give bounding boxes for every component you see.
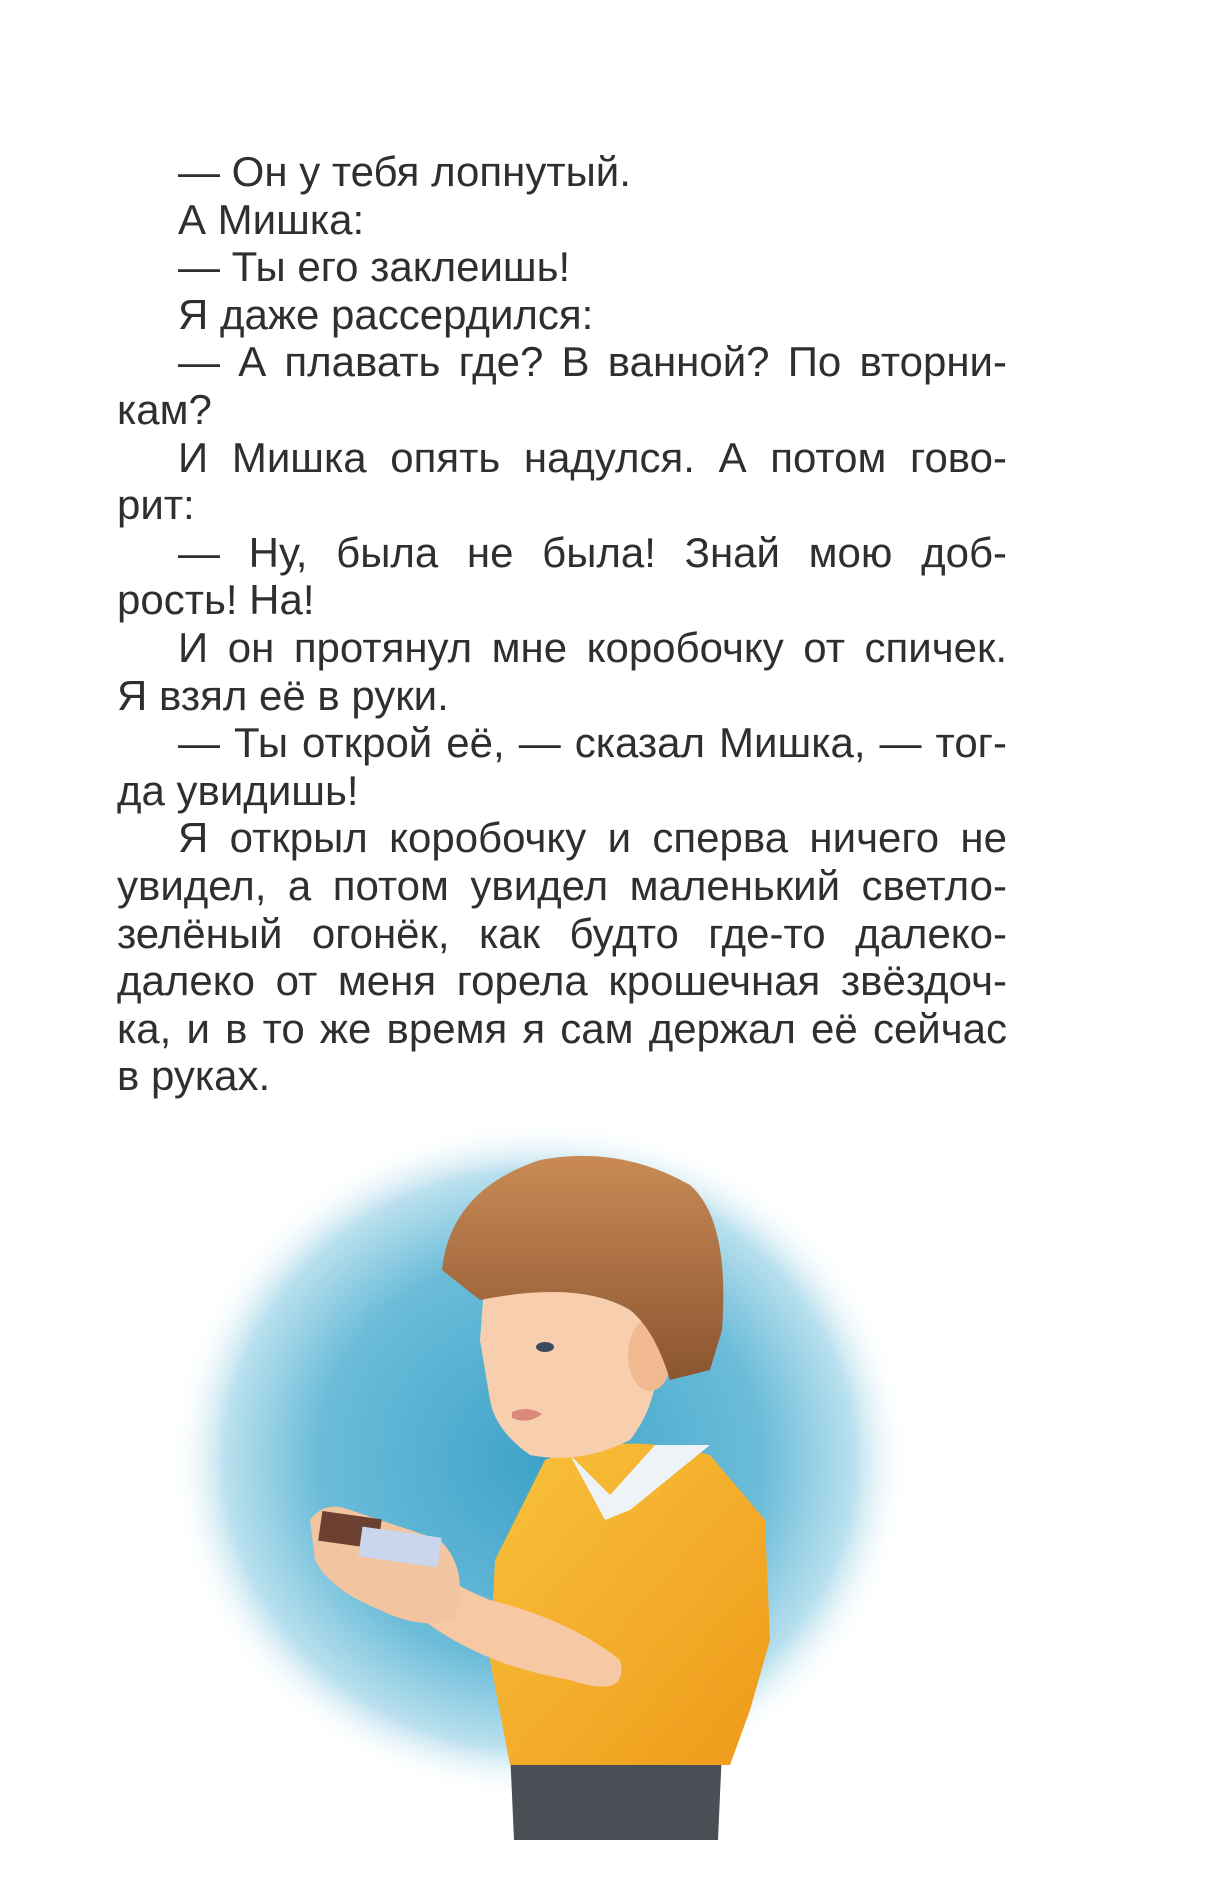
text-line: — Ну, была не была! Знай мою доб-	[178, 528, 1007, 576]
text-line: — Он у тебя лопнутый.	[178, 148, 631, 195]
text-line: в руках.	[117, 1052, 271, 1100]
boy-with-matchbox-illustration	[150, 1100, 950, 1887]
text-line: Я открыл коробочку и сперва ничего не	[178, 814, 1007, 862]
text-line: кам?	[117, 385, 212, 433]
text-line: зелёный огонёк, как будто где-то далеко-	[117, 909, 1007, 957]
text-line: Я даже рассердился:	[178, 290, 594, 338]
text-line: И Мишка опять надулся. А потом гово-	[178, 433, 1007, 481]
story-text	[117, 148, 1007, 1100]
text-line: И он протянул мне коробочку от спичек.	[178, 623, 1007, 671]
text-line: А Мишка:	[178, 195, 365, 243]
text-line: увидел, а потом увидел маленький светло-	[117, 861, 1007, 909]
text-line: — Ты его заклеишь!	[178, 243, 571, 291]
text-line: да увидишь!	[117, 766, 359, 814]
text-line: ка, и в то же время я сам держал её сейчас	[117, 1004, 1007, 1052]
text-line: рит:	[117, 481, 195, 529]
text-line: рость! На!	[117, 576, 315, 624]
eye	[536, 1342, 554, 1352]
text-line: — А плавать где? В ванной? По вторни-	[178, 338, 1007, 386]
text-line: далеко от меня горела крошечная звёздоч-	[117, 957, 1007, 1005]
text-line: — Ты открой её, — сказал Мишка, — тог-	[178, 719, 1007, 767]
text-line: Я взял её в руки.	[117, 671, 449, 719]
